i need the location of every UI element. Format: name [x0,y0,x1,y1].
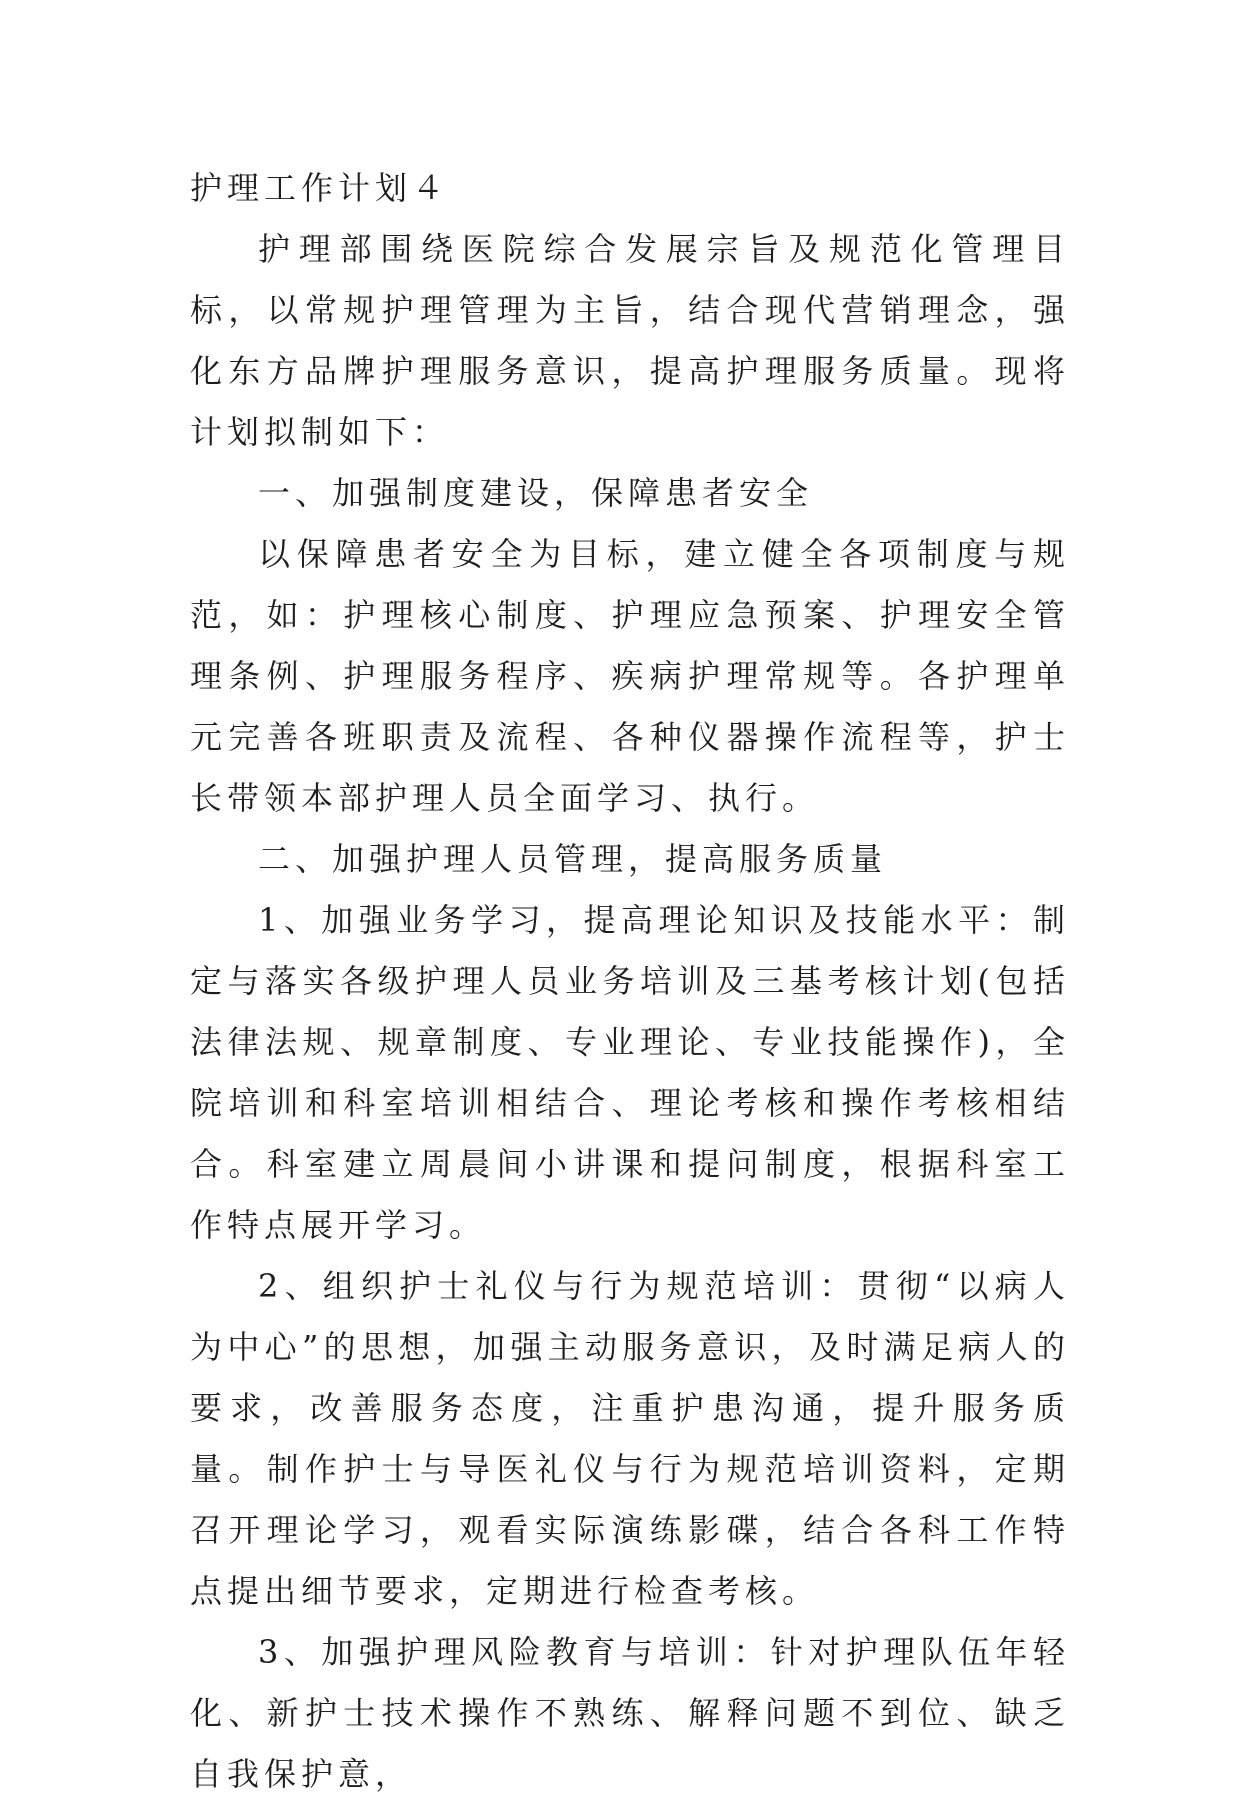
paragraph-item-2: 2、组织护士礼仪与行为规范培训：贯彻“以病人为中心”的思想，加强主动服务意识，及时满足病人的要求，改善服务态度，注重护患沟通，提升服务质量。制作护士与导医礼仪与行为规范培训资料，定期召开理论学习，观看实际演练影碟，结合各科工作特点提出细节要求，定期进行检查考核。 [190,1267,1070,1610]
paragraph-item-3: 3、加强护理风险教育与培训：针对护理队伍年轻化、新护士技术操作不熟练、解释问题不到位、缺乏自我保护意， [190,1633,1070,1793]
paragraph-section-1: 以保障患者安全为目标，建立健全各项制度与规范，如：护理核心制度、护理应急预案、护理安全管理条例、护理服务程序、疾病护理常规等。各护理单元完善各班职责及流程、各种仪器操作流程等，护士长带领本部护理人员全面学习、执行。 [190,535,1070,817]
paragraph-item-1: 1、加强业务学习，提高理论知识及技能水平：制定与落实各级护理人员业务培训及三基考核计划(包括法律法规、规章制度、专业理论、专业技能操作)，全院培训和科室培训相结合、理论考核和操作考核相结合。科室建立周晨间小讲课和提问制度，根据科室工作特点展开学习。 [190,901,1070,1244]
document-title: 护理工作计划４ [190,169,450,207]
section-heading-2: 二、加强护理人员管理，提高服务质量 [258,840,888,878]
document-body [190,158,1070,1805]
paragraph-intro: 护理部围绕医院综合发展宗旨及规范化管理目标，以常规护理管理为主旨，结合现代营销理念，强化东方品牌护理服务意识，提高护理服务质量。现将计划拟制如下： [190,230,1070,451]
section-heading-1: 一、加强制度建设，保障患者安全 [258,474,814,512]
